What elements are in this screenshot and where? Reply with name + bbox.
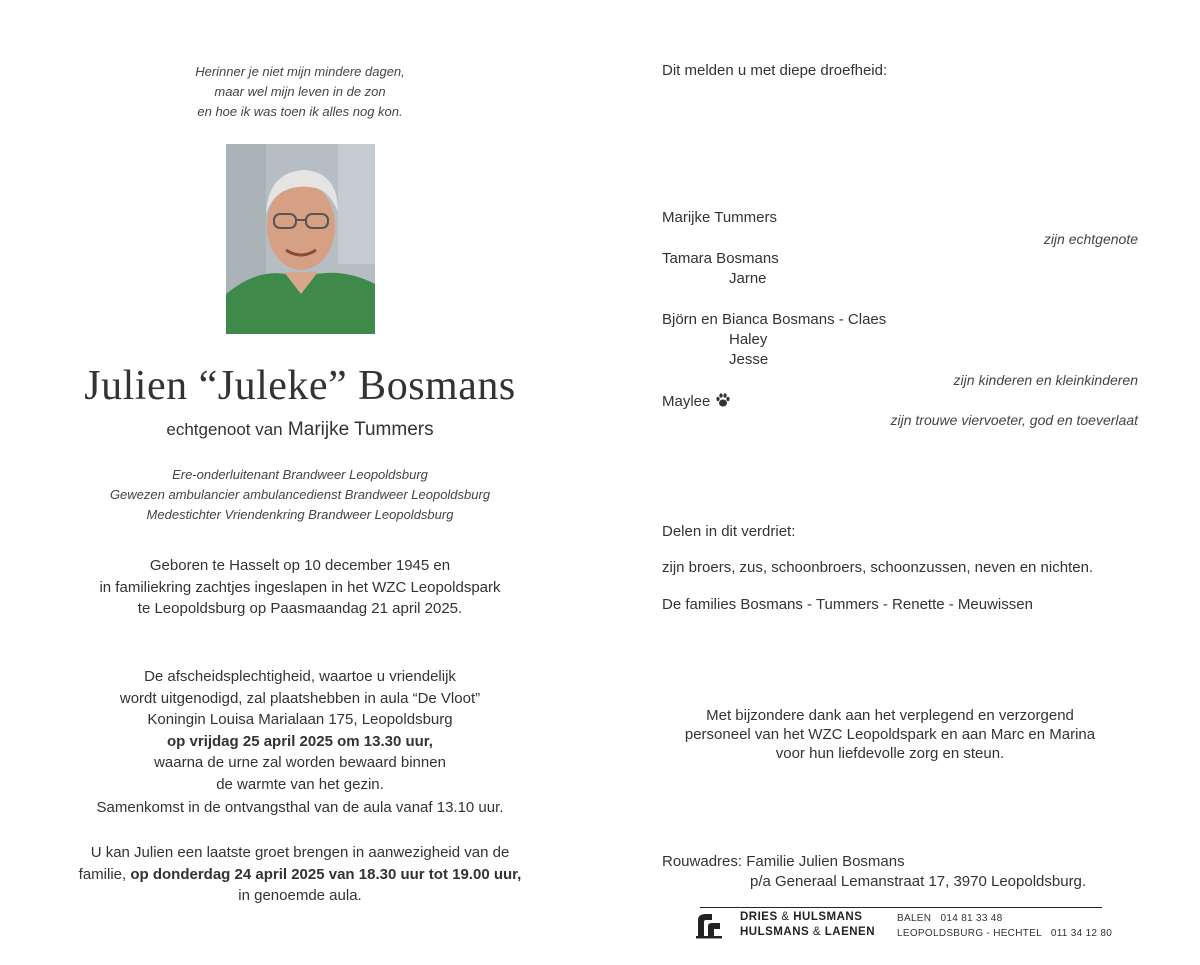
visit-prefix: familie, [78, 865, 127, 883]
share-line: De families Bosmans - Tummers - Renette - Meuwissen [662, 596, 1033, 613]
family-spouse: Marijke Tummers [662, 209, 778, 226]
title-line: Gewezen ambulancier ambulancedienst Brandweer Leopoldsburg [109, 487, 491, 502]
brand-word: DRIES [740, 911, 778, 923]
funeral-home-name [740, 926, 875, 938]
family-grandchild: Jarne [729, 270, 767, 287]
role-pet: zijn trouwe viervoeter, god en toeverlaat [890, 412, 1138, 428]
share-title: Delen in dit verdriet: [662, 523, 796, 540]
brand-word: HULSMANS [740, 926, 810, 938]
ceremony-date: op vrijdag 25 april 2025 om 13.30 uur, [167, 732, 433, 750]
poem [40, 62, 560, 122]
family-pet [662, 392, 731, 412]
divider [700, 907, 1102, 908]
text-line: de warmte van het gezin. [216, 775, 384, 793]
funeral-home-logo-icon [694, 910, 724, 940]
text-line: Geboren te Hasselt op 10 december 1945 en [149, 557, 451, 574]
mourning-address-label: Rouwadres: Familie Julien Bosmans [662, 853, 905, 870]
title-line: Ere-onderluitenant Brandweer Leopoldsburg [172, 467, 428, 482]
birth-paragraph [40, 555, 560, 620]
role-spouse: zijn echtgenote [1043, 231, 1138, 247]
spouse-prefix: echtgenoot van [166, 420, 283, 439]
text-line: U kan Julien een laatste groet brengen in aanwezigheid van de [90, 844, 510, 861]
brand-word: HULSMANS [793, 911, 863, 923]
visit-date: op donderdag 24 april 2025 van 18.30 uur tot 19.00 uur, [130, 865, 522, 883]
text-line: personeel van het WZC Leopoldspark en aan Marc en Marina [684, 726, 1096, 743]
text-line: waarna de urne zal worden bewaard binnen [154, 754, 446, 771]
pet-name: Maylee [662, 393, 711, 410]
brand-amp: & [812, 926, 822, 938]
poem-line: maar wel mijn leven in de zon [214, 84, 386, 99]
family-grandchild: Haley [729, 331, 768, 348]
role-children: zijn kinderen en kleinkinderen [953, 372, 1138, 388]
brand-word: LAENEN [824, 926, 876, 938]
poem-line: en hoe ik was toen ik alles nog kon. [197, 104, 403, 119]
brand-amp: & [781, 911, 790, 923]
family-child: Björn en Bianca Bosmans - Claes [662, 311, 887, 328]
poem-line: Herinner je niet mijn mindere dagen, [195, 64, 405, 79]
honorary-titles [40, 465, 560, 525]
funeral-home-name [740, 911, 862, 923]
text-line: in familiekring zachtjes ingeslapen in het WZC Leopoldspark [99, 578, 501, 596]
gathering-line: Samenkomst in de ontvangsthal van de aula vanaf 13.10 uur. [96, 799, 504, 816]
text-line [40, 864, 560, 886]
share-line: zijn broers, zus, schoonbroers, schoonzussen, neven en nichten. [662, 559, 1094, 576]
text-line: Met bijzondere dank aan het verplegend en verzorgend [706, 707, 1074, 724]
text-line: wordt uitgenodigd, zal plaatshebben in aula “De Vloot” [119, 689, 481, 707]
deceased-name: Julien “Juleke” Bosmans [84, 363, 516, 409]
portrait-photo [226, 144, 375, 334]
text-line: Koningin Louisa Marialaan 175, Leopoldsburg [147, 711, 453, 728]
funeral-home-contact: LEOPOLDSBURG - HECHTEL 011 34 12 80 [897, 928, 1113, 939]
spouse-name: Marijke Tummers [287, 419, 434, 440]
visit-paragraph [40, 842, 560, 907]
family-grandchild: Jesse [729, 351, 769, 368]
thanks-paragraph [640, 706, 1140, 763]
spouse-line [40, 419, 560, 441]
announcement-intro: Dit melden u met diepe droefheid: [662, 62, 888, 79]
family-child: Tamara Bosmans [662, 250, 779, 267]
title-line: Medestichter Vriendenkring Brandweer Leopoldsburg [146, 507, 454, 522]
text-line: voor hun liefdevolle zorg en steun. [775, 745, 1005, 762]
text-line: te Leopoldsburg op Paasmaandag 21 april 2025. [137, 600, 463, 617]
ceremony-paragraph [40, 666, 560, 795]
text-line: De afscheidsplechtigheid, waartoe u vriendelijk [144, 668, 456, 685]
mourning-address: p/a Generaal Lemanstraat 17, 3970 Leopoldsburg. [750, 873, 1087, 890]
paw-icon [715, 392, 731, 412]
funeral-home-contact: BALEN 014 81 33 48 [897, 913, 1003, 924]
text-line: in genoemde aula. [238, 887, 362, 904]
